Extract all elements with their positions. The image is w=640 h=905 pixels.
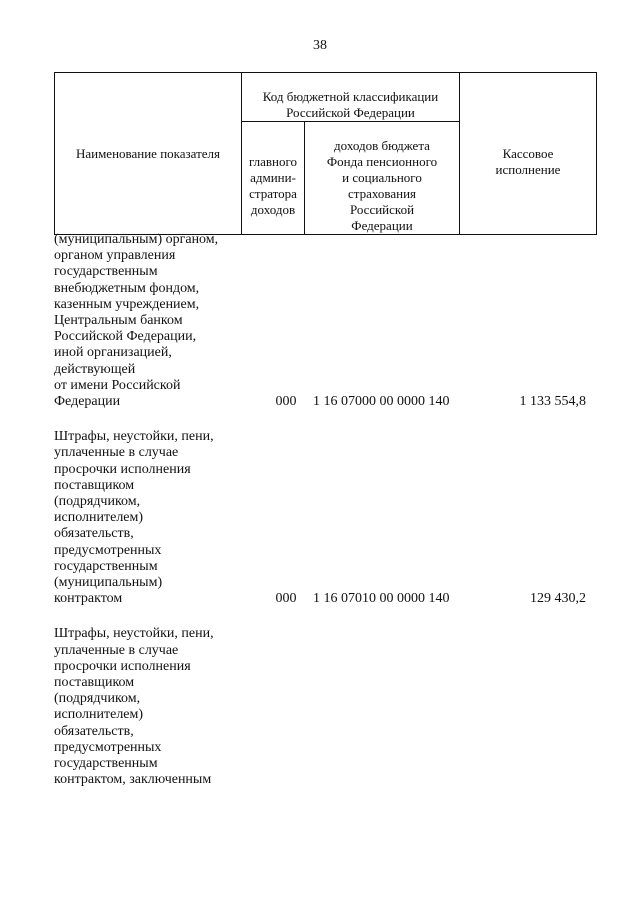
header-income-column xyxy=(305,122,460,235)
header-code-group-label: Код бюджетной классификации Российской Федерации xyxy=(262,89,439,120)
table-header xyxy=(54,72,597,235)
header-code-group xyxy=(242,73,460,122)
row-admin-code: 000 xyxy=(275,394,297,410)
table-row xyxy=(54,429,600,607)
header-admin-column xyxy=(242,122,305,235)
header-name-label: Наименование показателя xyxy=(75,145,221,161)
row-amount: 1 133 554,8 xyxy=(519,394,586,410)
row-indicator-name: Штрафы, неустойки, пени, уплаченные в случае просрочки исполнения поставщиком (подрядчиком, исполнителем) обязательств, предусмотренных государственным (муниципальным) контрактом xyxy=(54,429,214,607)
page-number: 38 xyxy=(313,38,327,53)
table-row xyxy=(54,232,600,410)
header-amount-column xyxy=(460,73,597,235)
row-admin-code: 000 xyxy=(275,591,297,607)
header-amount-label: Кассовое исполнение xyxy=(495,145,561,177)
row-indicator-name: (муниципальным) органом, органом управления государственным внебюджетным фондом, казенным учреждением, Центральным банком Российской Федерации, иной организацией, действующей от имени Российской Федерации xyxy=(54,232,219,410)
header-income-label: доходов бюджета Фонда пенсионного и социального страхования Российской Федерации xyxy=(326,138,438,233)
row-budget-code: 1 16 07000 00 0000 140 xyxy=(313,394,450,410)
header-admin-label: главного админи- стратора доходов xyxy=(248,154,298,217)
row-amount: 129 430,2 xyxy=(530,591,586,607)
table-body xyxy=(54,232,600,808)
table-row xyxy=(54,626,600,788)
header-name-column xyxy=(55,73,242,235)
row-budget-code: 1 16 07010 00 0000 140 xyxy=(313,591,450,607)
row-indicator-name: Штрафы, неустойки, пени, уплаченные в случае просрочки исполнения поставщиком (подрядчиком, исполнителем) обязательств, предусмотренных государственным контрактом, заключенным xyxy=(54,626,214,788)
